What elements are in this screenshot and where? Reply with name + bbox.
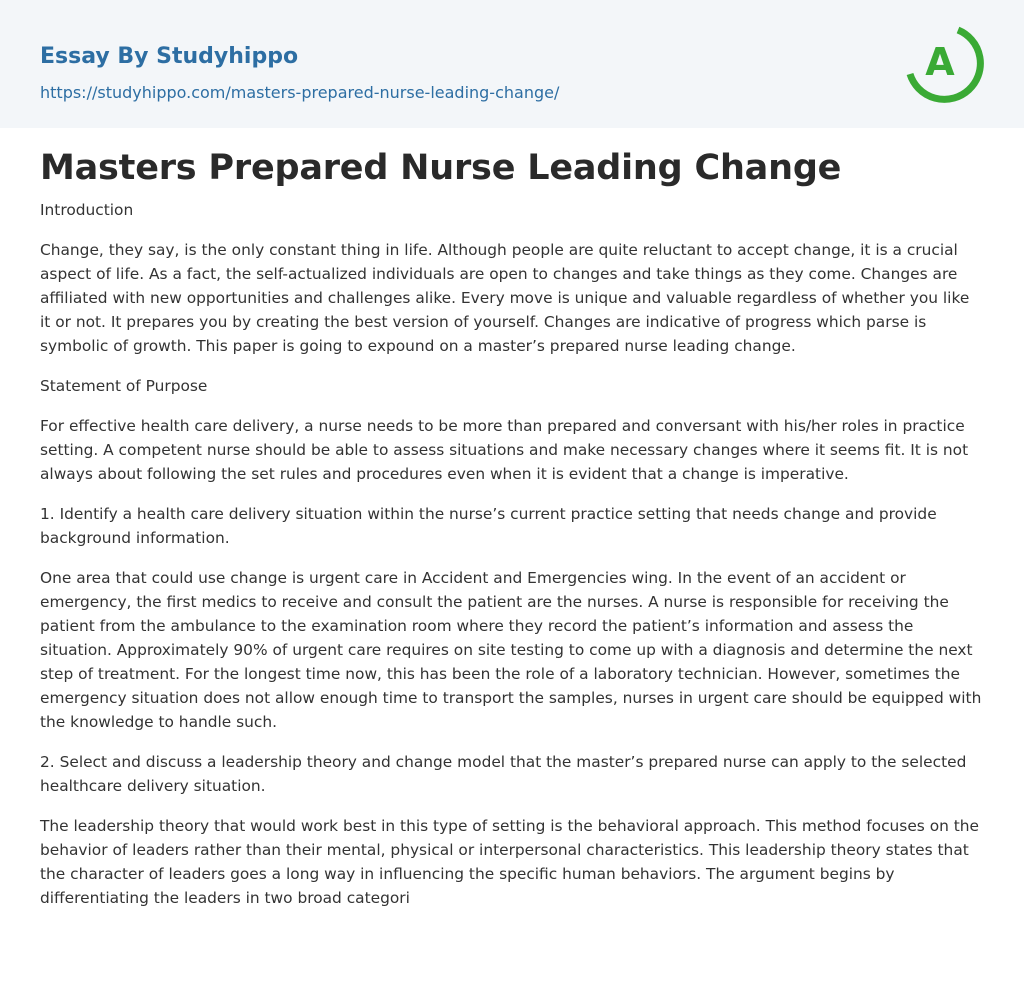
logo-letter: A <box>925 40 955 84</box>
article-body <box>0 128 1024 910</box>
numbered-question-2: 2. Select and discuss a leadership theory and change model that the master’s prepared nurse can apply to the selected healthcare delivery situation. <box>40 753 967 795</box>
numbered-question-1: 1. Identify a health care delivery situation within the nurse’s current practice setting that needs change and provide background information. <box>40 505 937 547</box>
paragraph: For effective health care delivery, a nurse needs to be more than prepared and conversant with his/her roles in practice setting. A competent nurse should be able to assess situations and make necessary changes where it seems fit. It is not always about following the set rules and procedures even when it is evident that a change is imperative. <box>40 417 969 483</box>
section-heading-statement-of-purpose: Statement of Purpose <box>40 377 208 395</box>
paragraph: Change, they say, is the only constant thing in life. Although people are quite reluctant to accept change, it is a crucial aspect of life. As a fact, the self-actualized individuals are open to changes and take things as they come. Changes are affiliated with new opportunities and challenges alike. Every move is unique and valuable regardless of whether you like it or not. It prepares you by creating the best version of yourself. Changes are indicative of progress which parse is symbolic of growth. This paper is going to expound on a master’s prepared nurse leading change. <box>40 241 970 355</box>
section-heading-introduction: Introduction <box>40 201 134 219</box>
site-header <box>0 0 1024 128</box>
paragraph: One area that could use change is urgent care in Accident and Emergencies wing. In the event of an accident or emergency, the first medics to receive and consult the patient are the nurses. A nurse is responsible for receiving the patient from the ambulance to the examination room where they record the patient’s information and assess the situation. Approximately 90% of urgent care requires on site testing to come up with a diagnosis and determine the next step of treatment. For the longest time now, this has been the role of a laboratory technician. However, sometimes the emergency situation does not allow enough time to transport the samples, nurses in urgent care should be equipped with the knowledge to handle such. <box>40 569 982 731</box>
studyhippo-logo-icon[interactable] <box>900 20 984 104</box>
brand-title: Essay By Studyhippo <box>40 44 299 69</box>
paragraph: The leadership theory that would work best in this type of setting is the behavioral approach. This method focuses on the behavior of leaders rather than their mental, physical or interpersonal characteristics. This leadership theory states that the character of leaders goes a long way in influencing the specific human behaviors. The argument begins by differentiating the leaders in two broad categori <box>40 817 980 907</box>
page-title: Masters Prepared Nurse Leading Change <box>40 148 842 188</box>
essay-url-link[interactable]: https://studyhippo.com/masters-prepared-nurse-leading-change/ <box>40 83 560 102</box>
